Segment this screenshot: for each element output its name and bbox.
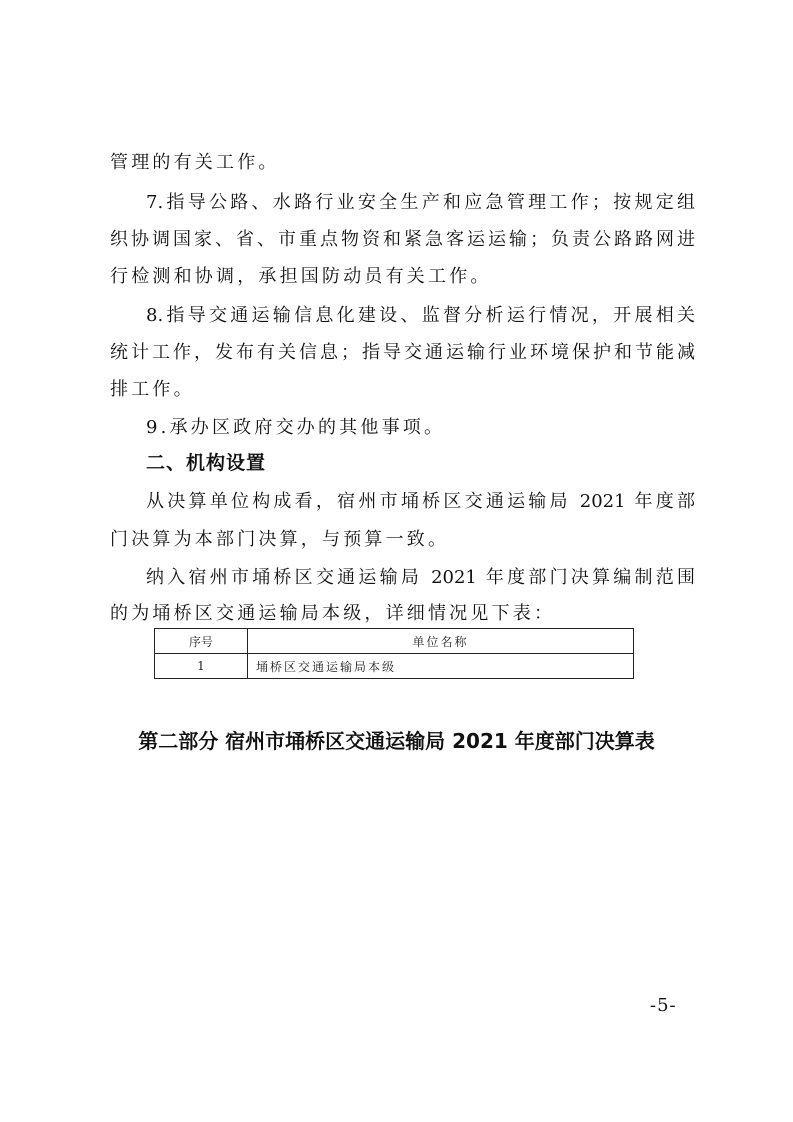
body-line: 织协调国家、省、市重点物资和紧急客运运输；负责公路路网进 (110, 229, 695, 250)
body-line: 7.指导公路、水路行业安全生产和应急管理工作；按规定组 (146, 192, 695, 213)
page-number: -5- (650, 995, 677, 1016)
body-line: 从决算单位构成看，宿州市埇桥区交通运输局 2021 年度部 (146, 491, 695, 512)
part-title: 第二部分 宿州市埇桥区交通运输局 2021 年度部门决算表 (138, 729, 655, 753)
body-line: 管理的有关工作。 (110, 152, 280, 173)
body-line: 8.指导交通运输信息化建设、监督分析运行情况，开展相关 (146, 305, 695, 326)
body-line: 门决算为本部门决算，与预算一致。 (110, 529, 450, 550)
unit-table (154, 628, 634, 679)
body-line: 排工作。 (110, 379, 195, 400)
body-line: 统计工作，发布有关信息；指导交通运输行业环境保护和节能减 (110, 342, 695, 363)
table-cell: 1 (155, 654, 248, 679)
table-header-cell: 序号 (155, 629, 248, 654)
table-header-row (155, 629, 634, 654)
table-cell: 埇桥区交通运输局本级 (248, 654, 634, 679)
body-line: 行检测和协调，承担国防动员有关工作。 (110, 266, 492, 287)
table-header-cell: 单位名称 (248, 629, 634, 654)
table-row (155, 654, 634, 679)
section-heading: 二、机构设置 (146, 452, 267, 474)
body-line: 9.承办区政府交办的其他事项。 (146, 417, 446, 438)
body-line: 的为埇桥区交通运输局本级，详细情况见下表： (110, 603, 556, 624)
body-line: 纳入宿州市埇桥区交通运输局 2021 年度部门决算编制范围 (146, 567, 695, 588)
